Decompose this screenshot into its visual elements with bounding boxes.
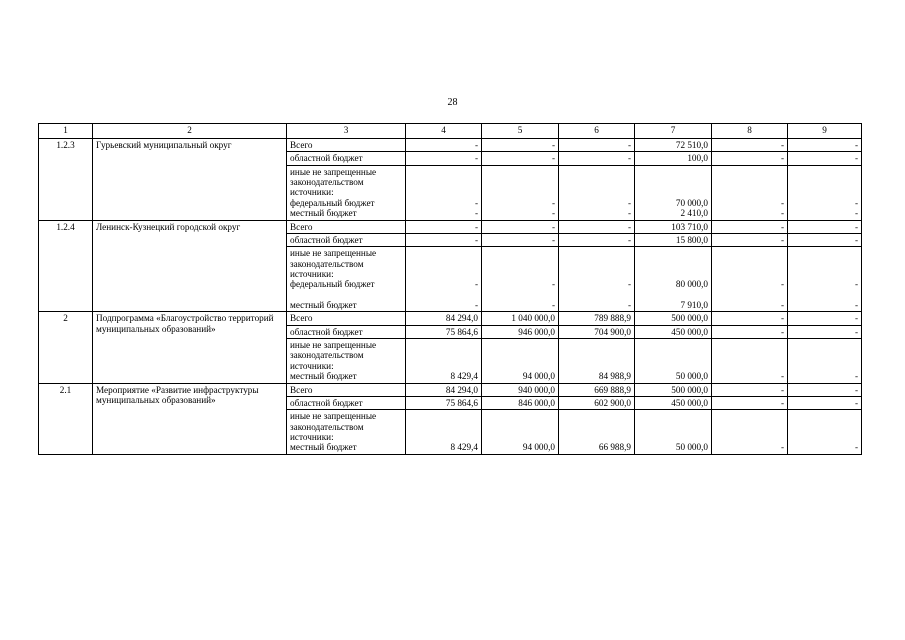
value-line: - bbox=[551, 197, 555, 208]
row-name: Ленинск-Кузнецкий городской округ bbox=[93, 220, 287, 312]
value-cell-group bbox=[635, 339, 712, 384]
spacer bbox=[562, 269, 631, 279]
spacer bbox=[562, 422, 631, 432]
value-cell-group bbox=[788, 410, 862, 455]
spacer bbox=[485, 340, 555, 350]
other-sources-title-line: источники: bbox=[290, 268, 334, 279]
value-line: - bbox=[780, 371, 784, 382]
column-header: 2 bbox=[93, 124, 287, 139]
other-sources-title-line: законодательством bbox=[290, 421, 364, 432]
value-line: - bbox=[551, 208, 555, 219]
value-cell: - bbox=[788, 220, 862, 233]
row-number: 1.2.4 bbox=[39, 220, 93, 312]
spacer bbox=[638, 259, 708, 269]
value-cell-group bbox=[406, 410, 482, 455]
value-line: - bbox=[551, 279, 555, 290]
value-cell-group bbox=[482, 339, 559, 384]
spacer bbox=[638, 350, 708, 360]
spacer bbox=[409, 167, 478, 177]
spacer bbox=[715, 248, 784, 258]
value-cell-group bbox=[712, 247, 788, 312]
spacer bbox=[485, 248, 555, 258]
spacer bbox=[485, 361, 555, 371]
spacer bbox=[715, 167, 784, 177]
source-cell: областной бюджет bbox=[287, 233, 406, 246]
row-number: 1.2.3 bbox=[39, 139, 93, 221]
row-name: Гурьевский муниципальный округ bbox=[93, 139, 287, 221]
source-cell: областной бюджет bbox=[287, 396, 406, 409]
spacer bbox=[715, 340, 784, 350]
other-sources-title-line: законодательством bbox=[290, 176, 364, 187]
value-line: - bbox=[627, 197, 631, 208]
other-sources-title-line: законодательством bbox=[290, 350, 364, 361]
spacer bbox=[638, 361, 708, 371]
spacer bbox=[638, 422, 708, 432]
table-body bbox=[39, 124, 862, 455]
value-line: 94 000,0 bbox=[522, 442, 555, 453]
other-sources-cell bbox=[287, 247, 406, 312]
other-sources-cell bbox=[287, 165, 406, 220]
spacer bbox=[562, 248, 631, 258]
value-cell: - bbox=[788, 152, 862, 165]
spacer bbox=[562, 167, 631, 177]
value-line: 94 000,0 bbox=[522, 371, 555, 382]
spacer bbox=[562, 411, 631, 421]
value-line: - bbox=[474, 208, 478, 219]
value-cell: 75 864,6 bbox=[406, 325, 482, 338]
spacer bbox=[409, 422, 478, 432]
table-row bbox=[39, 139, 862, 152]
spacer bbox=[485, 422, 555, 432]
source-cell: Всего bbox=[287, 139, 406, 152]
value-line bbox=[715, 290, 784, 300]
spacer bbox=[791, 248, 858, 258]
spacer bbox=[715, 422, 784, 432]
spacer bbox=[791, 167, 858, 177]
column-header: 7 bbox=[635, 124, 712, 139]
value-cell: - bbox=[482, 152, 559, 165]
value-cell: - bbox=[712, 139, 788, 152]
source-cell: Всего bbox=[287, 220, 406, 233]
spacer bbox=[638, 167, 708, 177]
spacer bbox=[485, 350, 555, 360]
value-cell: 704 900,0 bbox=[559, 325, 635, 338]
spacer bbox=[409, 269, 478, 279]
value-cell: - bbox=[559, 233, 635, 246]
spacer bbox=[791, 411, 858, 421]
value-cell: 450 000,0 bbox=[635, 396, 712, 409]
value-cell: 450 000,0 bbox=[635, 325, 712, 338]
spacer bbox=[715, 361, 784, 371]
value-cell: - bbox=[712, 152, 788, 165]
spacer bbox=[485, 259, 555, 269]
other-sources-title-line: источники: bbox=[290, 187, 334, 198]
other-sources-title-line: законодательством bbox=[290, 258, 364, 269]
source-cell: Всего bbox=[287, 312, 406, 325]
spacer bbox=[791, 422, 858, 432]
value-cell-group bbox=[559, 247, 635, 312]
row-number: 2 bbox=[39, 312, 93, 383]
value-cell: 602 900,0 bbox=[559, 396, 635, 409]
source-line: местный бюджет bbox=[290, 442, 357, 453]
value-cell: 75 864,6 bbox=[406, 396, 482, 409]
value-cell: 72 510,0 bbox=[635, 139, 712, 152]
value-cell: - bbox=[788, 139, 862, 152]
value-line: - bbox=[627, 300, 631, 311]
spacer bbox=[409, 187, 478, 197]
other-sources-title-line: иные не запрещенные bbox=[290, 248, 377, 259]
source-cell: Всего bbox=[287, 383, 406, 396]
source-line bbox=[290, 290, 402, 300]
column-header: 6 bbox=[559, 124, 635, 139]
spacer bbox=[409, 361, 478, 371]
value-line: 66 988,9 bbox=[598, 442, 631, 453]
value-cell: - bbox=[482, 220, 559, 233]
value-cell-group bbox=[712, 410, 788, 455]
value-line bbox=[485, 290, 555, 300]
value-cell-group bbox=[482, 247, 559, 312]
value-cell: - bbox=[788, 383, 862, 396]
value-line bbox=[409, 290, 478, 300]
value-cell: 84 294,0 bbox=[406, 383, 482, 396]
value-cell: 103 710,0 bbox=[635, 220, 712, 233]
page-number: 28 bbox=[447, 97, 458, 108]
value-line bbox=[791, 290, 858, 300]
value-line: - bbox=[854, 300, 858, 311]
value-cell-group bbox=[788, 247, 862, 312]
header-row bbox=[39, 124, 862, 139]
source-line: местный бюджет bbox=[290, 208, 357, 219]
spacer bbox=[562, 177, 631, 187]
value-cell: 84 294,0 bbox=[406, 312, 482, 325]
value-cell-group bbox=[788, 339, 862, 384]
spacer bbox=[485, 432, 555, 442]
spacer bbox=[638, 269, 708, 279]
column-header: 3 bbox=[287, 124, 406, 139]
spacer bbox=[791, 269, 858, 279]
value-cell: 946 000,0 bbox=[482, 325, 559, 338]
spacer bbox=[791, 340, 858, 350]
spacer bbox=[409, 411, 478, 421]
value-cell: 940 000,0 bbox=[482, 383, 559, 396]
table-row bbox=[39, 383, 862, 396]
other-sources-cell bbox=[287, 410, 406, 455]
spacer bbox=[485, 177, 555, 187]
value-cell: - bbox=[712, 396, 788, 409]
column-header: 9 bbox=[788, 124, 862, 139]
value-line: 84 988,9 bbox=[598, 371, 631, 382]
value-cell: - bbox=[712, 325, 788, 338]
value-cell: - bbox=[406, 220, 482, 233]
value-line: - bbox=[627, 208, 631, 219]
value-line: - bbox=[474, 197, 478, 208]
spacer bbox=[791, 350, 858, 360]
value-cell: - bbox=[712, 220, 788, 233]
value-cell-group bbox=[559, 165, 635, 220]
value-cell-group bbox=[712, 165, 788, 220]
value-cell-group bbox=[406, 339, 482, 384]
other-sources-title-line: источники: bbox=[290, 360, 334, 371]
value-cell-group bbox=[406, 247, 482, 312]
value-cell: 500 000,0 bbox=[635, 312, 712, 325]
spacer bbox=[715, 177, 784, 187]
value-cell: - bbox=[559, 139, 635, 152]
value-cell: - bbox=[559, 220, 635, 233]
value-line: - bbox=[780, 197, 784, 208]
value-cell: - bbox=[482, 233, 559, 246]
column-header: 8 bbox=[712, 124, 788, 139]
value-cell: 789 888,9 bbox=[559, 312, 635, 325]
row-name: Подпрограмма «Благоустройство территорий муниципальных образований» bbox=[93, 312, 287, 383]
spacer bbox=[791, 432, 858, 442]
source-cell: областной бюджет bbox=[287, 325, 406, 338]
value-cell-group bbox=[482, 410, 559, 455]
row-name: Мероприятие «Развитие инфраструктуры муниципальных образований» bbox=[93, 383, 287, 454]
budget-table bbox=[38, 123, 862, 455]
value-line: - bbox=[551, 300, 555, 311]
value-cell-group bbox=[635, 410, 712, 455]
value-cell: - bbox=[406, 139, 482, 152]
table-row bbox=[39, 220, 862, 233]
spacer bbox=[638, 432, 708, 442]
value-cell: - bbox=[559, 152, 635, 165]
value-cell: - bbox=[788, 233, 862, 246]
spacer bbox=[562, 187, 631, 197]
value-cell: - bbox=[712, 233, 788, 246]
value-line: - bbox=[854, 279, 858, 290]
value-cell: 15 800,0 bbox=[635, 233, 712, 246]
value-cell: 1 040 000,0 bbox=[482, 312, 559, 325]
value-line: - bbox=[780, 279, 784, 290]
value-cell: 100,0 bbox=[635, 152, 712, 165]
value-cell: 500 000,0 bbox=[635, 383, 712, 396]
spacer bbox=[638, 248, 708, 258]
spacer bbox=[715, 432, 784, 442]
spacer bbox=[715, 350, 784, 360]
value-cell-group bbox=[712, 339, 788, 384]
spacer bbox=[409, 177, 478, 187]
other-sources-title-line: иные не запрещенные bbox=[290, 340, 377, 351]
spacer bbox=[562, 259, 631, 269]
source-line: федеральный бюджет bbox=[290, 279, 375, 290]
value-cell: - bbox=[482, 139, 559, 152]
value-cell: - bbox=[406, 233, 482, 246]
spacer bbox=[409, 350, 478, 360]
source-cell: областной бюджет bbox=[287, 152, 406, 165]
value-line: 8 429,4 bbox=[450, 371, 478, 382]
spacer bbox=[409, 432, 478, 442]
column-header: 4 bbox=[406, 124, 482, 139]
value-line: - bbox=[780, 300, 784, 311]
value-line: - bbox=[627, 279, 631, 290]
spacer bbox=[638, 340, 708, 350]
value-cell-group bbox=[482, 165, 559, 220]
value-line: - bbox=[780, 442, 784, 453]
spacer bbox=[409, 259, 478, 269]
value-cell: 846 000,0 bbox=[482, 396, 559, 409]
value-line: - bbox=[854, 208, 858, 219]
value-cell-group bbox=[406, 165, 482, 220]
other-sources-title-line: иные не запрещенные bbox=[290, 166, 377, 177]
value-cell-group bbox=[635, 247, 712, 312]
spacer bbox=[485, 269, 555, 279]
value-cell-group bbox=[635, 165, 712, 220]
value-line: 80 000,0 bbox=[675, 279, 708, 290]
column-header: 5 bbox=[482, 124, 559, 139]
spacer bbox=[791, 187, 858, 197]
other-sources-title-line: источники: bbox=[290, 432, 334, 443]
value-cell-group bbox=[559, 339, 635, 384]
spacer bbox=[638, 177, 708, 187]
spacer bbox=[409, 340, 478, 350]
value-line: - bbox=[854, 197, 858, 208]
source-line: местный бюджет bbox=[290, 371, 357, 382]
spacer bbox=[715, 411, 784, 421]
spacer bbox=[485, 411, 555, 421]
value-cell: - bbox=[788, 312, 862, 325]
spacer bbox=[409, 248, 478, 258]
other-sources-cell bbox=[287, 339, 406, 384]
value-line: 50 000,0 bbox=[675, 442, 708, 453]
spacer bbox=[562, 350, 631, 360]
table-row bbox=[39, 312, 862, 325]
source-line: федеральный бюджет bbox=[290, 197, 375, 208]
row-number: 2.1 bbox=[39, 383, 93, 454]
value-cell: - bbox=[788, 396, 862, 409]
spacer bbox=[715, 187, 784, 197]
value-line bbox=[638, 290, 708, 300]
spacer bbox=[791, 361, 858, 371]
value-cell: - bbox=[788, 325, 862, 338]
spacer bbox=[638, 411, 708, 421]
value-cell: - bbox=[712, 383, 788, 396]
value-line: - bbox=[474, 300, 478, 311]
value-line bbox=[562, 290, 631, 300]
spacer bbox=[791, 177, 858, 187]
spacer bbox=[715, 259, 784, 269]
value-line: 8 429,4 bbox=[450, 442, 478, 453]
value-cell-group bbox=[788, 165, 862, 220]
spacer bbox=[791, 259, 858, 269]
spacer bbox=[562, 361, 631, 371]
value-line: - bbox=[854, 371, 858, 382]
spacer bbox=[715, 269, 784, 279]
value-line: - bbox=[854, 442, 858, 453]
value-line: - bbox=[780, 208, 784, 219]
spacer bbox=[562, 340, 631, 350]
value-line: 7 910,0 bbox=[680, 300, 708, 311]
source-line: местный бюджет bbox=[290, 300, 357, 311]
value-line: - bbox=[474, 279, 478, 290]
value-line: 70 000,0 bbox=[675, 197, 708, 208]
value-cell-group bbox=[559, 410, 635, 455]
spacer bbox=[638, 187, 708, 197]
value-line: 2 410,0 bbox=[680, 208, 708, 219]
other-sources-title-line: иные не запрещенные bbox=[290, 411, 377, 422]
spacer bbox=[485, 167, 555, 177]
value-line: 50 000,0 bbox=[675, 371, 708, 382]
spacer bbox=[562, 432, 631, 442]
value-cell: - bbox=[406, 152, 482, 165]
value-cell: 669 888,9 bbox=[559, 383, 635, 396]
column-header: 1 bbox=[39, 124, 93, 139]
value-cell: - bbox=[712, 312, 788, 325]
spacer bbox=[485, 187, 555, 197]
